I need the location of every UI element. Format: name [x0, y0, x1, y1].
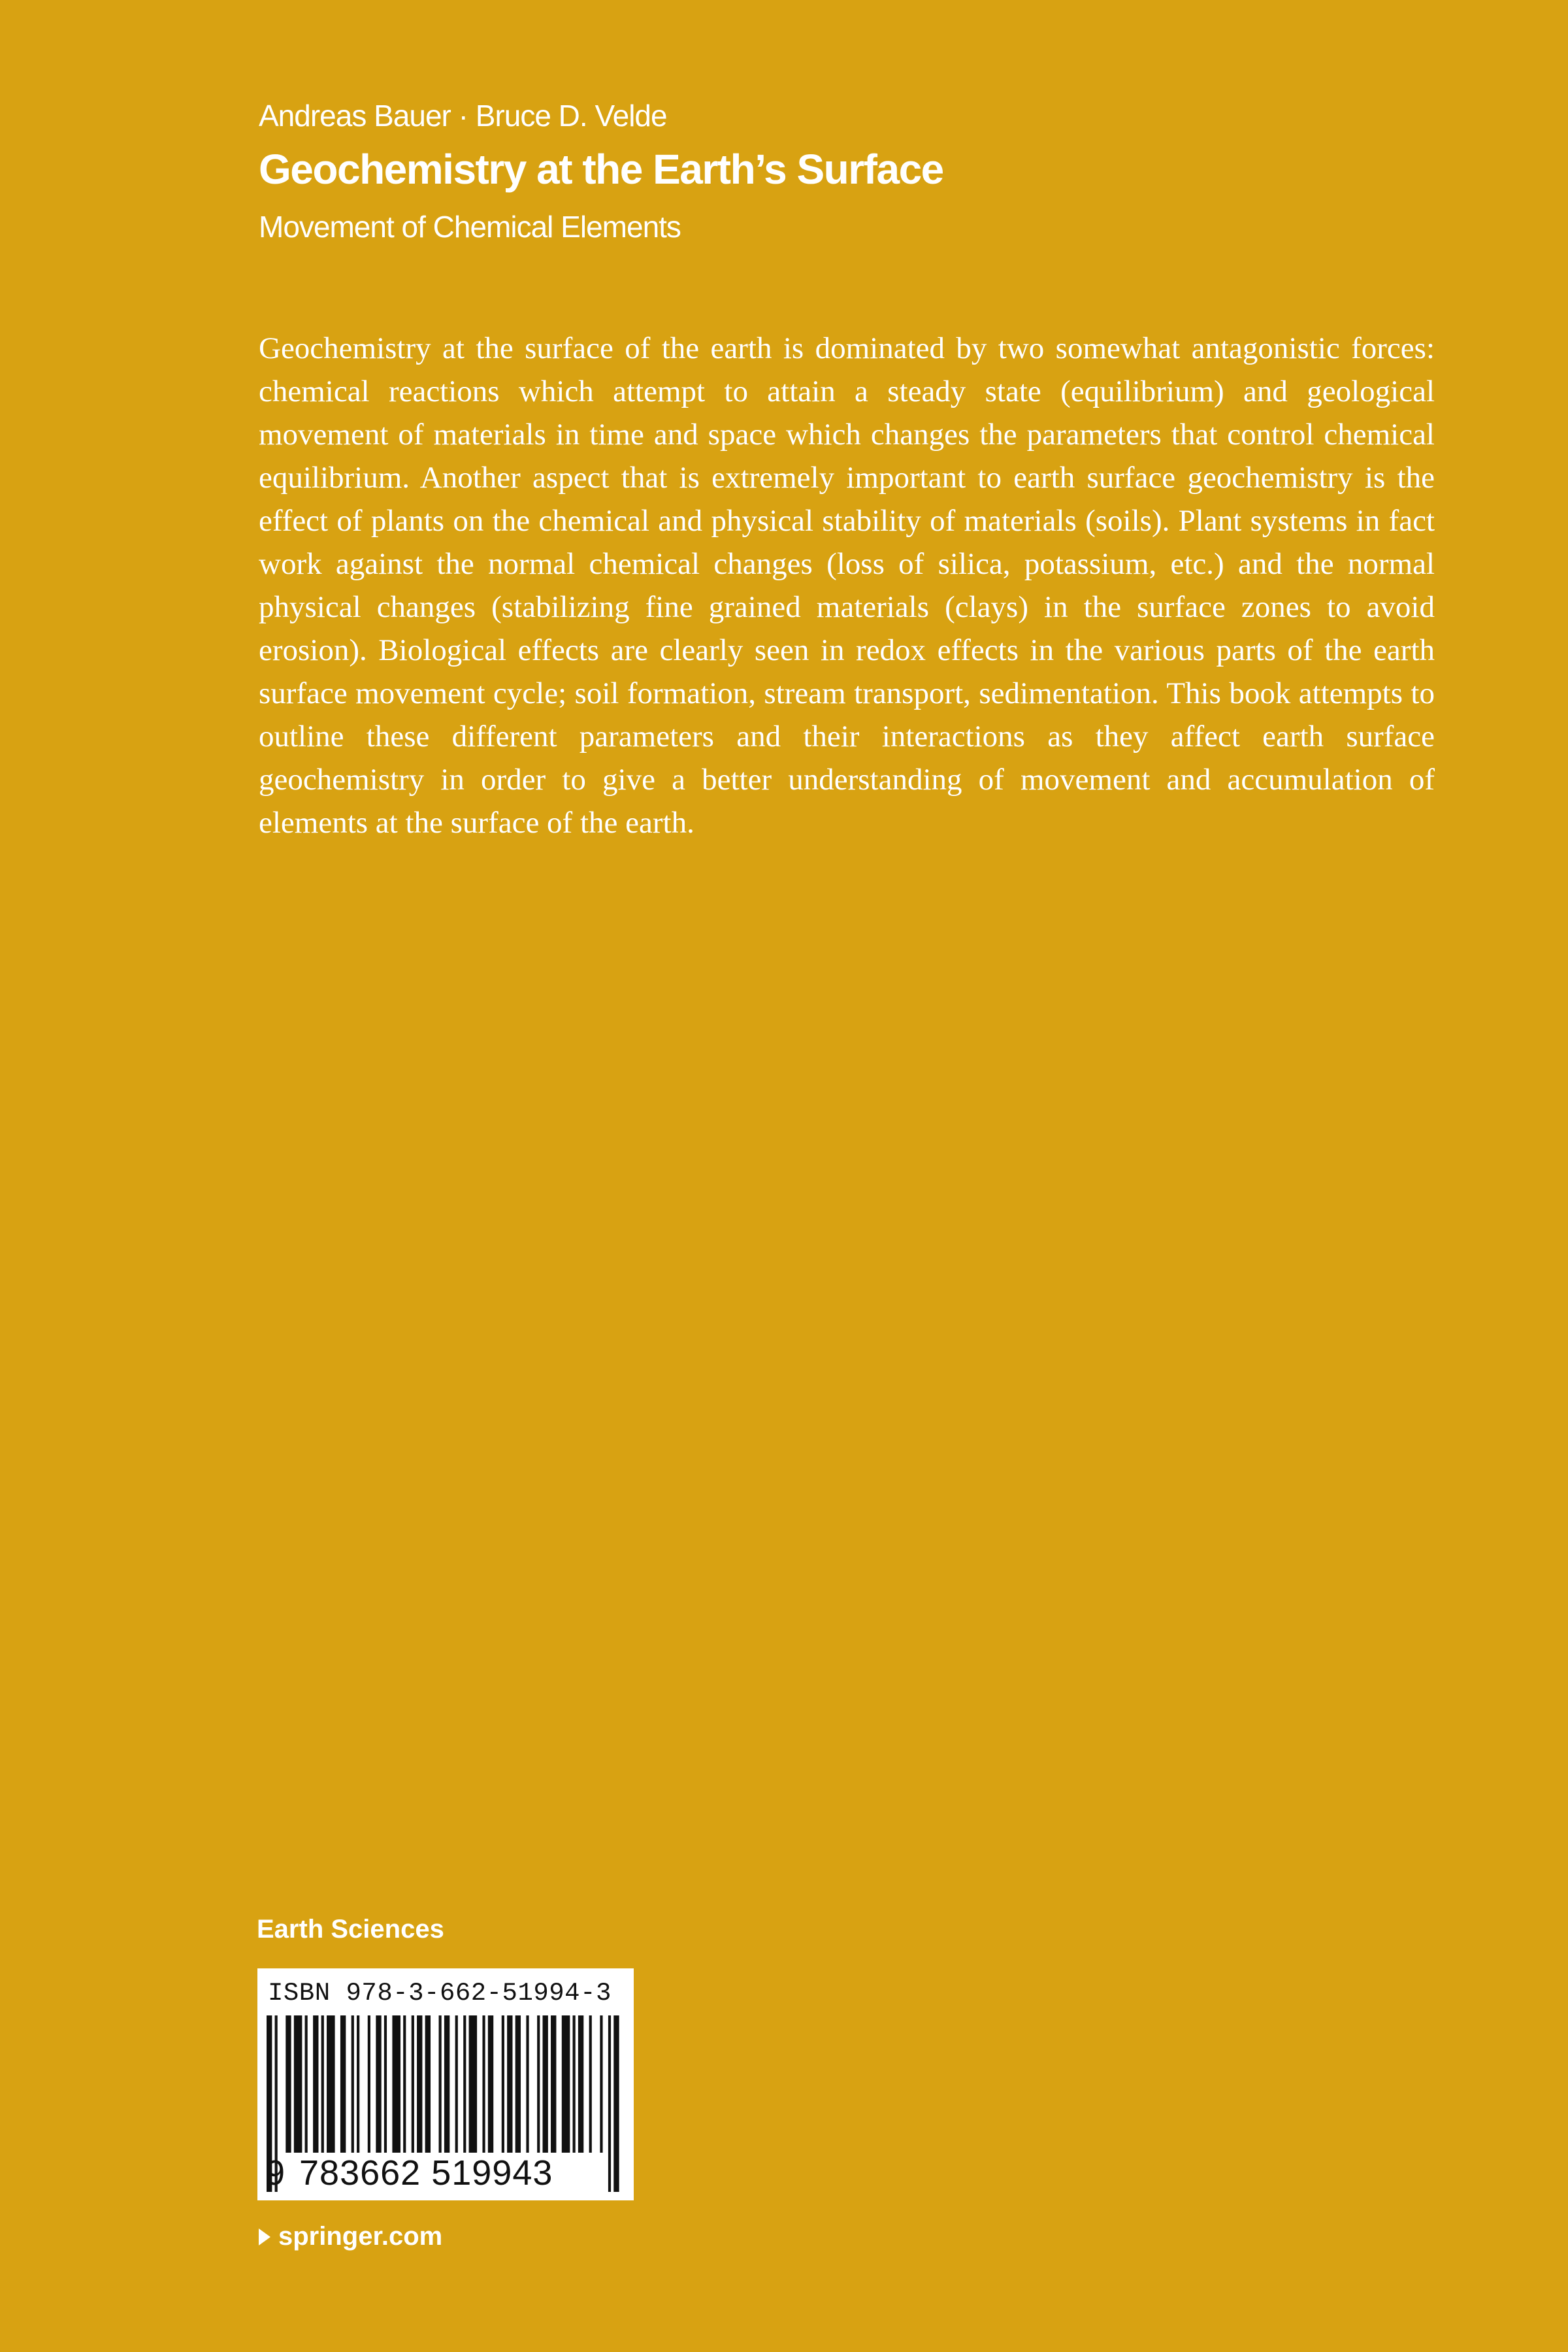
barcode-bar	[313, 2015, 318, 2153]
barcode-bar	[578, 2015, 583, 2153]
barcode-bar	[502, 2015, 504, 2153]
barcode-bar	[608, 2015, 611, 2192]
barcode-bar	[351, 2015, 354, 2153]
series-label: Earth Sciences	[257, 1915, 444, 1944]
triangle-right-icon	[259, 2228, 270, 2245]
barcode-bar	[321, 2015, 324, 2153]
barcode-bar	[463, 2015, 466, 2153]
book-subtitle: Movement of Chemical Elements	[259, 210, 681, 244]
barcode-bar	[562, 2015, 570, 2153]
book-title: Geochemistry at the Earth’s Surface	[259, 146, 943, 193]
book-description: Geochemistry at the surface of the earth is dominated by two somewhat antagonistic forces: chemical reactions which attempt to attain a steady state (equilibrium) and geological movement of materials in time and space which changes the parameters that control chemical equilibrium. Another aspect that is extremely important to earth surface geochemistry is the effect of plants on the chemical and physical stability of materials (soils). Plant systems in fact work against the normal chemical changes (loss of silica, potassium, etc.) and the normal physical changes (stabilizing fine grained materials (clays) in the surface zones to avoid erosion). Biological effects are clearly seen in redox effects in the various parts of the earth surface movement cycle; soil formation, stream transport, sedimentation. This book attempts to outline these different parameters and their interactions as they affect earth surface geochemistry in order to give a better understanding of movement and accumulation of elements at the surface of the earth.	[259, 331, 1435, 840]
barcode-bar	[412, 2015, 414, 2153]
barcode-bar	[515, 2015, 521, 2153]
isbn-number: ISBN 978-3-662-51994-3	[268, 1979, 612, 2008]
barcode-bar	[376, 2015, 381, 2153]
barcode-bar	[482, 2015, 485, 2153]
website-label: springer.com	[278, 2222, 443, 2251]
ean-digits: 783662 519943	[297, 2153, 555, 2193]
barcode-bar	[526, 2015, 529, 2153]
barcode-bar	[425, 2015, 431, 2153]
barcode-bar	[305, 2015, 308, 2153]
barcode-bar	[573, 2015, 576, 2153]
website-link[interactable]	[259, 2222, 442, 2251]
barcode-bar	[368, 2015, 370, 2153]
barcode-bar	[340, 2015, 346, 2153]
isbn-barcode	[257, 1968, 634, 2200]
barcode-bar	[613, 2015, 619, 2192]
barcode-bar	[537, 2015, 540, 2153]
barcode-bar	[417, 2015, 422, 2153]
barcode-bar	[488, 2015, 493, 2153]
barcode-bar	[357, 2015, 359, 2153]
barcode-bar	[551, 2015, 556, 2153]
barcode-bar	[469, 2015, 478, 2153]
authors: Andreas Bauer · Bruce D. Velde	[259, 99, 667, 133]
barcode-bar	[507, 2015, 512, 2153]
barcode-bar	[403, 2015, 406, 2153]
barcode-bar	[327, 2015, 335, 2153]
barcode-bar	[294, 2015, 302, 2153]
barcode-bar	[384, 2015, 387, 2153]
barcode-bar	[286, 2015, 291, 2153]
barcode-bar	[600, 2015, 602, 2153]
barcode-bar	[392, 2015, 400, 2153]
barcode-bar	[439, 2015, 442, 2153]
barcode-bar	[589, 2015, 592, 2153]
ean-first-digit: 9	[265, 2153, 286, 2193]
barcode-bar	[543, 2015, 548, 2153]
